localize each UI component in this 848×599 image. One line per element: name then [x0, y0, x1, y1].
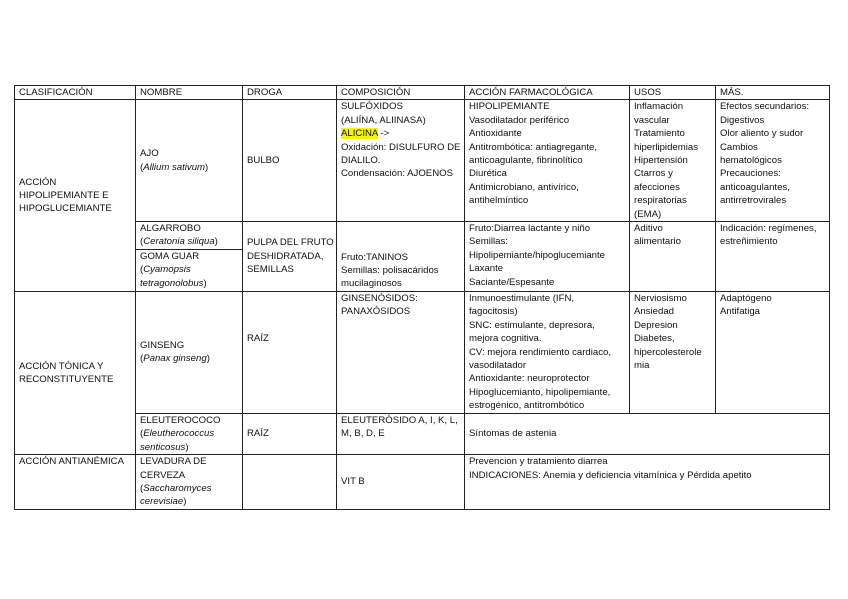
usos-line: Inflamación [634, 101, 684, 113]
usos-line: Ansiedad [634, 306, 675, 318]
comp-line: ELEUTERÓSIDO A, I, K, L, [341, 414, 458, 426]
accion-ajo [465, 100, 630, 222]
nombre-eleuterococo: ELEUTEROCOCO (Eleutherococcus senticosus) [136, 413, 243, 454]
droga-ginseng [243, 291, 337, 413]
comp-line: M, B, D, E [341, 428, 385, 440]
plant-name: ALGARROBO [140, 223, 201, 235]
accion-line: INDICACIONES: Anemia y deficiencia vitamínica y Pérdida apetito [469, 469, 752, 481]
accion-line: vasodilatador [469, 359, 527, 371]
latin-name: Cyamopsis [143, 264, 191, 276]
mas-line: antirretrovirales [720, 195, 787, 207]
mas-line: estreñimiento [720, 236, 778, 248]
usos-line: Depresion [634, 319, 678, 331]
latin-name: tetragonolobus [140, 277, 204, 289]
usos-ginseng [630, 291, 716, 413]
accion-line: Semillas: [469, 236, 508, 248]
usos-ajo [630, 100, 716, 222]
accion-line: Inmunoestimulante (IFN, [469, 292, 575, 304]
usos-line: vascular [634, 114, 670, 126]
latin-name: Eleutherococcus [143, 428, 215, 440]
droga-line: SEMILLAS [247, 264, 294, 276]
accion-line: Hipolipemiante/hipoglucemiante [469, 249, 605, 261]
header-clasificacion: CLASIFICACIÓN [15, 86, 136, 100]
latin-name: cerevisiae [140, 496, 184, 508]
droga-line: RAÍZ [247, 332, 269, 344]
mas-ginseng [716, 291, 830, 413]
mas-algarrobo [716, 222, 830, 292]
usos-line: afecciones [634, 181, 680, 193]
plant-name: CERVEZA [140, 469, 186, 481]
header-composicion: COMPOSICIÓN [337, 86, 465, 100]
accion-line: Prevencion y tratamiento diarrea [469, 456, 608, 468]
nombre-ajo: AJO (Allium sativum) [136, 100, 243, 222]
comp-line: PANAXÓSIDOS [341, 306, 411, 318]
pharmacology-table [14, 85, 830, 510]
latin-name: Allium sativum [143, 161, 206, 173]
comp-line: Oxidación: DISULFURO DE [341, 141, 461, 153]
accion-line: fagocitosis) [469, 306, 518, 318]
mas-line: Olor aliento y sudor [720, 128, 804, 140]
header-row [15, 86, 830, 100]
latin-name: Saccharomyces [143, 482, 212, 494]
highlighted-alicina: ALICINA [341, 128, 378, 140]
accion-ginseng [465, 291, 630, 413]
droga-line: DESHIDRATADA, [247, 250, 324, 262]
usos-line: Diabetes, [634, 333, 675, 345]
usos-algarrobo [630, 222, 716, 292]
group-label-line: ACCIÓN TÓNICA Y [19, 360, 104, 372]
comp-arrow: -> [377, 128, 390, 140]
droga-ajo: BULBO [243, 100, 337, 222]
usos-line: Ctarros y [634, 168, 673, 180]
usos-line: hiperlipidemias [634, 141, 698, 153]
nombre-goma-guar: GOMA GUAR (Cyamopsis tetragonolobus) [136, 249, 243, 291]
accion-line: Fruto:Diarrea lactante y niño [469, 223, 591, 235]
composicion-levadura: VIT B [337, 455, 465, 510]
plant-name: ELEUTEROCOCO [140, 414, 221, 426]
accion-line: CV: mejora rendimiento cardiaco, [469, 346, 612, 358]
row-levadura [15, 455, 830, 510]
accion-line: estrogénico, antitrombótico [469, 400, 585, 412]
usos-line: alimentario [634, 236, 681, 248]
plant-name: GOMA GUAR [140, 250, 200, 262]
droga-eleuterococo: RAÍZ [243, 413, 337, 454]
usos-line: respiratorias [634, 195, 687, 207]
accion-line: Vasodilatador periférico [469, 114, 570, 126]
mas-line: Indicación: regímenes, [720, 223, 817, 235]
comp-line: GINSENÓSIDOS: [341, 292, 418, 304]
mas-line: hematológicos [720, 155, 782, 167]
mas-line: Adaptógeno [720, 292, 772, 304]
row-eleuterococo [15, 413, 830, 454]
group-label-line: HIPOGLUCEMIANTE [19, 203, 112, 215]
header-droga: DROGA [243, 86, 337, 100]
usos-line: hipercolesterole [634, 346, 702, 358]
mas-line: Precauciones: [720, 168, 781, 180]
group-antianemica: ACCIÓN ANTIANÉMICA [15, 455, 136, 510]
row-ajo [15, 100, 830, 222]
row-algarrobo [15, 222, 830, 250]
nombre-levadura: LEVADURA DE CERVEZA (Saccharomyces cerevisiae) [136, 455, 243, 510]
group-hipolipemiante [15, 100, 136, 291]
accion-line: Antioxidante: neuroprotector [469, 373, 590, 385]
group-tonica [15, 291, 136, 454]
group-label-line: HIPOLIPEMIANTE E [19, 189, 109, 201]
comp-line: Fruto:TANINOS [341, 251, 408, 263]
latin-name: Panax ginseng [143, 353, 207, 365]
composicion-algarrobo [337, 222, 465, 292]
droga-levadura [243, 455, 337, 510]
group-label-line: RECONSTITUYENTE [19, 373, 114, 385]
nombre-ginseng: GINSENG (Panax ginseng) [136, 291, 243, 413]
header-accion: ACCIÓN FARMACOLÓGICA [465, 86, 630, 100]
usos-line: Nerviosismo [634, 292, 687, 304]
composicion-ginseng [337, 291, 465, 413]
droga-line: PULPA DEL FRUTO [247, 237, 334, 249]
accion-algarrobo [465, 222, 630, 292]
usos-line: Tratamiento [634, 128, 685, 140]
accion-line: Antitrombótica: antiagregante, [469, 141, 597, 153]
accion-eleuterococo: Síntomas de astenia [465, 413, 830, 454]
plant-name: GINSENG [140, 339, 185, 351]
accion-line: Antioxidante [469, 128, 522, 140]
accion-line: Laxante [469, 263, 504, 275]
accion-line: HIPOLIPEMIANTE [469, 101, 550, 113]
accion-line: Diurética [469, 168, 507, 180]
mas-ajo [716, 100, 830, 222]
header-nombre: NOMBRE [136, 86, 243, 100]
accion-line: SNC: estimulante, depresora, [469, 319, 595, 331]
mas-line: Efectos secundarios: [720, 101, 810, 113]
accion-line: mejora cognitiva. [469, 333, 542, 345]
mas-line: Antifatiga [720, 306, 761, 318]
comp-line: SULFÓXIDOS [341, 101, 403, 113]
group-label-line: ACCIÓN [19, 176, 57, 188]
usos-line: mia [634, 359, 650, 371]
accion-line: antihelmíntico [469, 195, 529, 207]
row-ginseng [15, 291, 830, 413]
accion-line: Antimicrobiano, antivírico, [469, 181, 579, 193]
mas-line: anticoagulantes, [720, 181, 790, 193]
mas-line: Cambios [720, 141, 758, 153]
nombre-algarrobo: ALGARROBO (Ceratonia siliqua) [136, 222, 243, 250]
accion-line: Hipoglucemianto, hipolipemiante, [469, 386, 611, 398]
droga-algarrobo [243, 222, 337, 292]
composicion-eleuterococo [337, 413, 465, 454]
latin-name: senticosus [140, 441, 186, 453]
comp-line: mucilaginosos [341, 278, 402, 290]
comp-line: DIALILO. [341, 155, 381, 167]
header-usos: USOS [630, 86, 716, 100]
composicion-ajo [337, 100, 465, 222]
mas-line: Digestivos [720, 114, 765, 126]
comp-line: Semillas: polisacáridos [341, 265, 439, 277]
accion-line: Saciante/Espesante [469, 276, 555, 288]
comp-line: Condensación: AJOENOS [341, 168, 453, 180]
usos-line: Aditivo [634, 223, 663, 235]
header-mas: MÁS. [716, 86, 830, 100]
accion-levadura [465, 455, 830, 510]
accion-line: anticoagulante, fibrinolítico [469, 155, 583, 167]
comp-line: (ALIÍNA, ALIINASA) [341, 114, 426, 126]
plant-name: LEVADURA DE [140, 456, 207, 468]
usos-line: (EMA) [634, 208, 662, 220]
usos-line: Hipertensión [634, 155, 688, 167]
plant-name: AJO [140, 148, 159, 160]
latin-name: Ceratonia siliqua [143, 236, 215, 248]
